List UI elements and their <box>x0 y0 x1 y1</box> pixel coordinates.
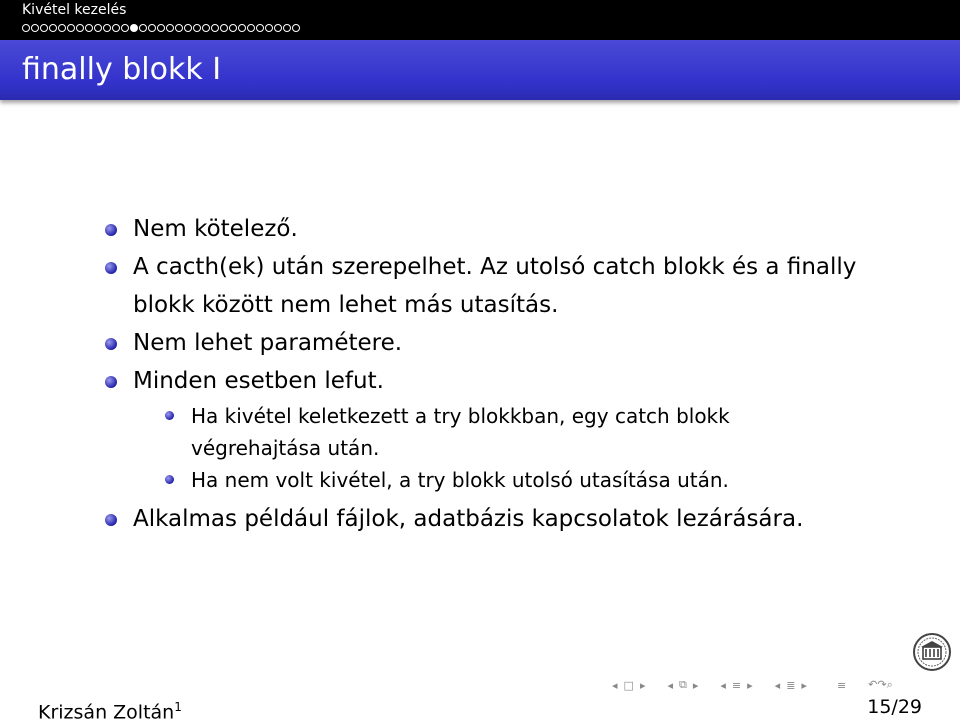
nav-dot[interactable] <box>94 24 102 32</box>
nav-section-icon[interactable]: ≣ <box>786 678 796 692</box>
bullet-text: Nem lehet paramétere. <box>133 330 403 356</box>
nav-right-icon[interactable]: ▸ <box>692 678 699 692</box>
bullet-item <box>105 248 865 324</box>
nav-dot[interactable] <box>220 24 228 32</box>
nav-right-icon[interactable]: ▸ <box>747 678 753 692</box>
nav-dot[interactable] <box>22 24 30 32</box>
nav-dot[interactable] <box>256 24 264 32</box>
nav-left-icon[interactable]: ◂ <box>774 678 781 692</box>
page-number: 15/29 <box>867 696 922 718</box>
sub-bullet-text: Ha kivétel keletkezett a try blokkban, egy catch blokk végrehajtása után. <box>191 404 730 460</box>
sub-bullet-icon <box>165 411 174 420</box>
nav-dot[interactable] <box>166 24 174 32</box>
nav-subsection-icon[interactable]: ≡ <box>731 678 742 692</box>
nav-search-icon[interactable]: ↶↷⌕ <box>868 678 893 691</box>
nav-left-icon[interactable]: ◂ <box>612 678 618 692</box>
bullet-icon <box>105 376 117 388</box>
bullet-text: Nem kötelező. <box>133 216 298 242</box>
nav-dot[interactable] <box>274 24 282 32</box>
nav-dot[interactable] <box>67 24 75 32</box>
bullet-item <box>105 362 865 400</box>
sub-bullet-item <box>105 400 865 464</box>
nav-left-icon[interactable]: ◂ <box>720 678 726 692</box>
author-name: Krizsán Zoltán <box>38 701 175 723</box>
bullet-icon <box>105 338 117 350</box>
nav-dot[interactable] <box>247 24 255 32</box>
nav-dot[interactable] <box>103 24 111 32</box>
nav-dot[interactable] <box>157 24 165 32</box>
frame-title: finally blokk I <box>22 52 222 87</box>
nav-dot[interactable] <box>211 24 219 32</box>
nav-right-icon[interactable]: ▸ <box>639 678 646 692</box>
frame-navigation-dots[interactable] <box>22 22 301 34</box>
bullet-icon <box>105 514 117 526</box>
headline-bar <box>0 0 960 40</box>
nav-dot[interactable] <box>112 24 120 32</box>
nav-dot[interactable] <box>49 24 57 32</box>
author-footnote-mark: 1 <box>174 700 182 714</box>
nav-doc-icon[interactable]: ≡ <box>836 678 847 692</box>
slide-content <box>105 210 865 538</box>
nav-dot[interactable] <box>202 24 210 32</box>
nav-right-icon[interactable]: ▸ <box>801 678 807 692</box>
nav-dot[interactable] <box>139 24 147 32</box>
nav-dot[interactable] <box>175 24 183 32</box>
nav-dot[interactable] <box>40 24 48 32</box>
nav-dot[interactable] <box>58 24 66 32</box>
nav-dot[interactable] <box>265 24 273 32</box>
nav-dot[interactable] <box>31 24 39 32</box>
university-logo-icon <box>912 632 952 672</box>
nav-dot[interactable] <box>229 24 237 32</box>
bullet-icon <box>105 262 117 274</box>
nav-dot[interactable] <box>85 24 93 32</box>
beamer-navigation-symbols <box>612 676 956 694</box>
nav-dot[interactable] <box>148 24 156 32</box>
sub-bullet-item <box>105 464 865 496</box>
nav-frame-icon[interactable]: ⧉ <box>679 678 687 691</box>
bullet-text: Minden esetben lefut. <box>133 368 384 394</box>
section-title: Kivétel kezelés <box>22 2 127 18</box>
sub-bullet-icon <box>165 475 174 484</box>
bullet-text: Alkalmas például fájlok, adatbázis kapcsolatok lezárására. <box>133 506 804 532</box>
footer-author <box>38 696 182 723</box>
nav-left-icon[interactable]: ◂ <box>667 678 673 692</box>
nav-dot[interactable] <box>238 24 246 32</box>
sub-bullet-text: Ha nem volt kivétel, a try blokk utolsó utasítása után. <box>191 468 729 492</box>
frame-title-bar <box>0 40 960 100</box>
nav-dot[interactable] <box>283 24 291 32</box>
nav-dot-current[interactable] <box>130 24 138 32</box>
nav-dot[interactable] <box>193 24 201 32</box>
bullet-item <box>105 324 865 362</box>
nav-frame-icon[interactable]: □ <box>623 678 634 692</box>
nav-dot[interactable] <box>292 24 300 32</box>
bullet-text: A cacth(ek) után szerepelhet. Az utolsó catch blokk és a finally blokk között nem lehet más utasítás. <box>133 254 857 318</box>
nav-dot[interactable] <box>76 24 84 32</box>
nav-dot[interactable] <box>121 24 129 32</box>
bullet-item <box>105 210 865 248</box>
bullet-icon <box>105 224 117 236</box>
bullet-item <box>105 500 865 538</box>
nav-dot[interactable] <box>184 24 192 32</box>
